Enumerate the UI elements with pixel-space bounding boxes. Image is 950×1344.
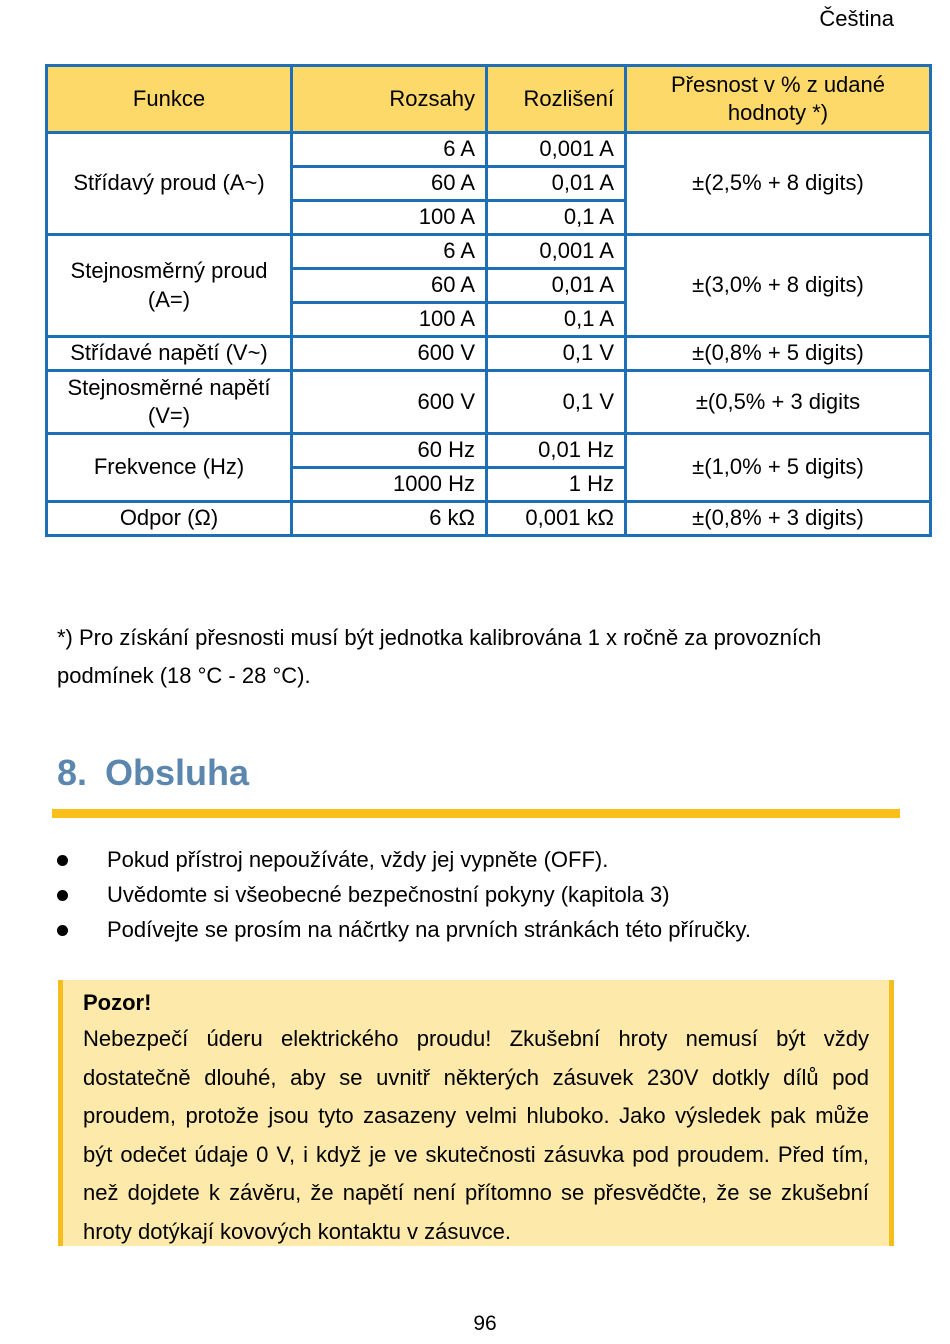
- function-cell: Stejnosměrný proud (A=): [47, 235, 292, 337]
- accuracy-cell: ±(0,8% + 3 digits): [626, 502, 931, 536]
- list-item: [57, 912, 907, 947]
- section-title: Obsluha: [105, 752, 250, 793]
- resolution-cell: 0,001 A: [487, 235, 626, 269]
- column-header-ranges: Rozsahy: [292, 66, 487, 133]
- accuracy-cell: ±(0,8% + 5 digits): [626, 337, 931, 371]
- instruction-list: [57, 842, 907, 947]
- list-item-text: Podívejte se prosím na náčrtky na prvních stránkách této příručky.: [107, 917, 751, 942]
- resolution-cell: 0,1 A: [487, 201, 626, 235]
- resolution-cell: 0,001 A: [487, 133, 626, 167]
- accuracy-cell: ±(0,5% + 3 digits: [626, 371, 931, 434]
- specification-table: [45, 64, 932, 537]
- list-item: [57, 842, 907, 877]
- column-header-accuracy: Přesnost v % z udané hodnoty *): [626, 66, 931, 133]
- table-row: [47, 337, 931, 371]
- heading-divider: [52, 809, 900, 818]
- range-cell: 1000 Hz: [292, 468, 487, 502]
- accuracy-cell: ±(3,0% + 8 digits): [626, 235, 931, 337]
- function-cell: Střídavý proud (A~): [47, 133, 292, 235]
- range-cell: 60 A: [292, 167, 487, 201]
- function-cell: Stejnosměrné napětí (V=): [47, 371, 292, 434]
- bullet-icon: [57, 890, 68, 901]
- table-row: [47, 371, 931, 434]
- bullet-icon: [57, 855, 68, 866]
- warning-body: Nebezpečí úderu elektrického proudu! Zkušební hroty nemusí být vždy dostatečně dlouhé, aby se uvnitř některých zásuvek 230V dotkly dílů pod proudem, protože jsou tyto zasazeny velmi hluboko. Jako výsledek pak může být odečet údaje 0 V, i když je ve skutečnosti zásuvka pod proudem. Před tím, než dojdete k závěru, že napětí není přítomno se přesvědčte, že se zkušební hroty dotýkají kovových kontaktu v zásuvce.: [83, 1026, 869, 1244]
- resolution-cell: 0,1 A: [487, 303, 626, 337]
- accuracy-cell: ±(2,5% + 8 digits): [626, 133, 931, 235]
- range-cell: 6 kΩ: [292, 502, 487, 536]
- function-cell: Frekvence (Hz): [47, 434, 292, 502]
- warning-title: Pozor!: [83, 990, 152, 1015]
- range-cell: 100 A: [292, 303, 487, 337]
- table-header-row: [47, 66, 931, 133]
- function-cell: Odpor (Ω): [47, 502, 292, 536]
- range-cell: 600 V: [292, 371, 487, 434]
- range-cell: 6 A: [292, 133, 487, 167]
- list-item: [57, 877, 907, 912]
- table-row: [47, 434, 931, 468]
- range-cell: 60 A: [292, 269, 487, 303]
- warning-box: [58, 980, 894, 1246]
- resolution-cell: 1 Hz: [487, 468, 626, 502]
- range-cell: 6 A: [292, 235, 487, 269]
- range-cell: 100 A: [292, 201, 487, 235]
- language-label: Čeština: [819, 6, 894, 31]
- range-cell: 60 Hz: [292, 434, 487, 468]
- calibration-footnote: *) Pro získání přesnosti musí být jednotka kalibrována 1 x ročně za provozních podmínek (18 °C - 28 °C).: [57, 625, 822, 688]
- column-header-resolution: Rozlišení: [487, 66, 626, 133]
- resolution-cell: 0,001 kΩ: [487, 502, 626, 536]
- table-row: [47, 235, 931, 269]
- resolution-cell: 0,01 Hz: [487, 434, 626, 468]
- section-heading: [57, 752, 249, 794]
- resolution-cell: 0,01 A: [487, 167, 626, 201]
- list-item-text: Pokud přístroj nepoužíváte, vždy jej vypněte (OFF).: [107, 847, 609, 872]
- accuracy-cell: ±(1,0% + 5 digits): [626, 434, 931, 502]
- table-row: [47, 502, 931, 536]
- range-cell: 600 V: [292, 337, 487, 371]
- resolution-cell: 0,1 V: [487, 371, 626, 434]
- list-item-text: Uvědomte si všeobecné bezpečnostní pokyny (kapitola 3): [107, 882, 670, 907]
- resolution-cell: 0,01 A: [487, 269, 626, 303]
- section-number: 8.: [57, 752, 88, 793]
- page-number: 96: [473, 1312, 497, 1335]
- bullet-icon: [57, 925, 68, 936]
- function-cell: Střídavé napětí (V~): [47, 337, 292, 371]
- table-row: [47, 133, 931, 167]
- column-header-function: Funkce: [47, 66, 292, 133]
- resolution-cell: 0,1 V: [487, 337, 626, 371]
